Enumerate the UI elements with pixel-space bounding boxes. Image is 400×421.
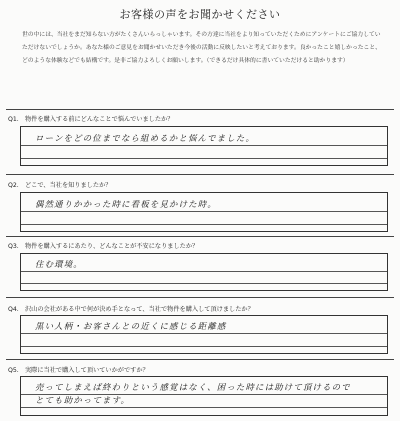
section-divider	[6, 236, 394, 237]
answer-2-box	[20, 192, 388, 232]
answer-4-line-1: 黒い人柄・お客さんとの近くに感じる距離感	[35, 321, 227, 331]
answer-1-line-1: ローンをどの位までなら組めるかと悩んでました。	[35, 133, 256, 143]
intro-text: 世の中には、当社をまだ知らない方がたくさんいらっしゃいます。その方達に当社をより知っていただくためにアンケートにご協力していただけないでしょうか。あなた様のご意見をお聞かせいただき今後の活動に反映したいと考えております。良かったこと嬉しかったこと、どのような体験などでも結構です。是非ご協力よろしくお願いします。（できるだけ具体的に書いていただけると助かります）	[22, 32, 381, 64]
answer-1-box	[20, 126, 388, 166]
section-divider	[6, 359, 394, 360]
survey-title: お客様の声をお聞かせください	[119, 8, 281, 21]
answer-5-line-2: とても助かってます。	[35, 395, 131, 405]
answer-3-box	[20, 253, 388, 291]
answer-5-line-1: 売ってしまえば終わりという感覚はなく、困った時には助けて頂けるので	[35, 382, 351, 392]
question-1-label: Q1. 物件を購入する前にどんなことで悩んでいましたか？	[8, 116, 174, 123]
question-4-label: Q4. 沢山の会社がある中で何が決め手となって、当社で物件を購入して頂けましたか？	[8, 306, 254, 313]
question-3-label: Q3. 物件を購入するにあたり、どんなことが不安になりましたか？	[8, 243, 199, 250]
section-divider	[6, 174, 394, 175]
section-divider	[6, 297, 394, 298]
answer-5-box	[20, 376, 388, 416]
section-divider	[6, 109, 394, 110]
answer-2-line-1: 偶然通りかかった時に看板を見かけた時。	[35, 199, 217, 209]
question-2-label: Q2. どこで、当社を知りましたか？	[8, 182, 112, 189]
answer-3-line-1: 住む環境。	[35, 259, 83, 269]
answer-4-box	[20, 315, 388, 354]
question-5-label: Q5. 実際に当社で購入して頂いていかがですか？	[8, 367, 149, 374]
